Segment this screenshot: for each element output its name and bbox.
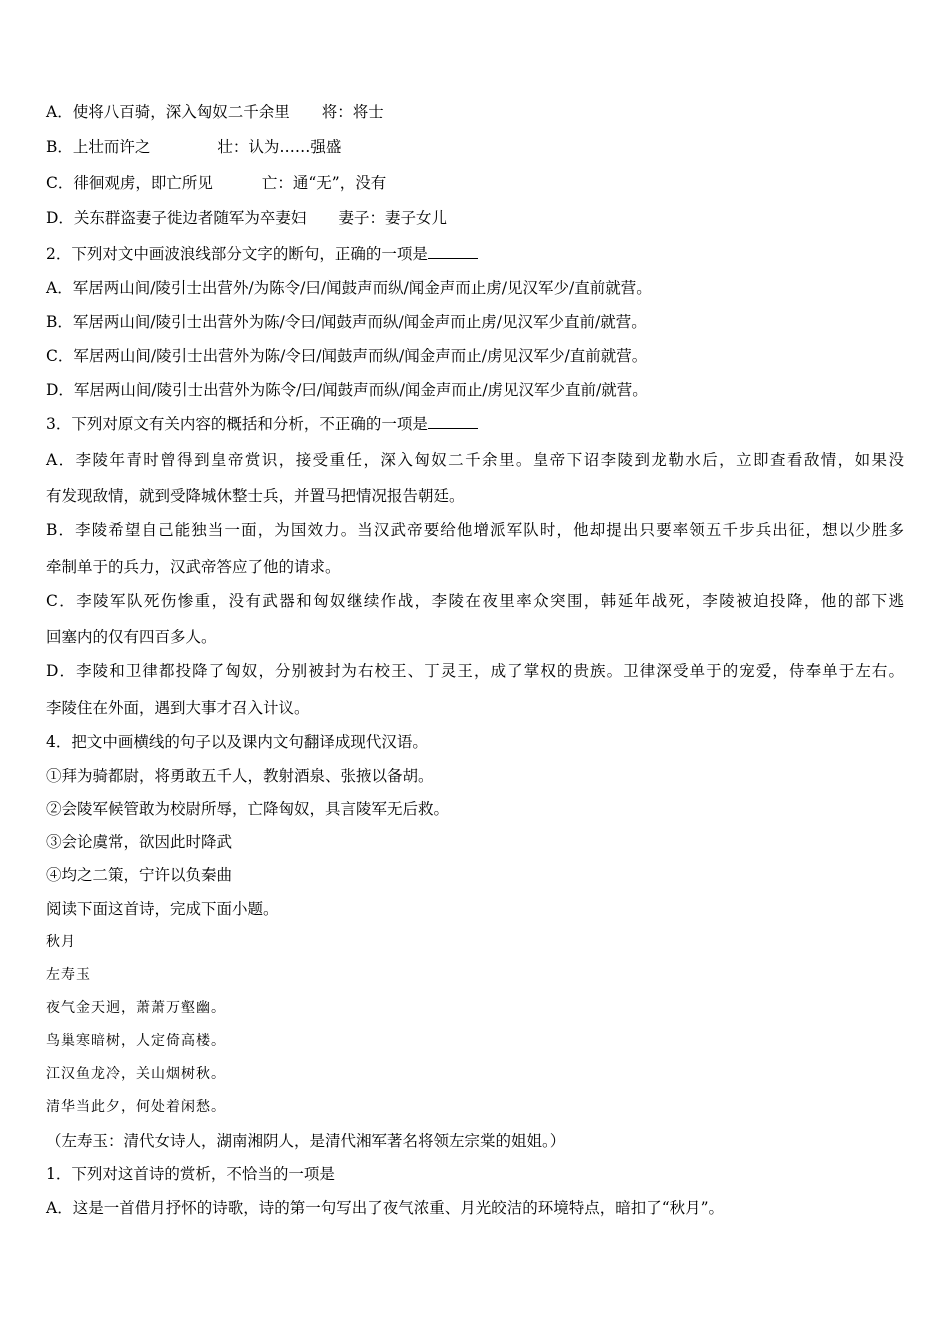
poem-q1-option-a: A．这是一首借月抒怀的诗歌，诗的第一句写出了夜气浓重、月光皎洁的环境特点，暗扣了“秋月”。 — [46, 1199, 725, 1217]
q2-option-d: D．军居两山间/陵引士出营外为陈令/曰/闻鼓声而纵/闻金声而止/虏见汉军少直前/就营。 — [46, 381, 648, 399]
q3-option-a-line2: 有发现敌情，就到受降城休整士兵，并置马把情况报告朝廷。 — [46, 487, 465, 505]
poem-author: 左寿玉 — [46, 967, 91, 983]
answer-blank — [428, 414, 478, 429]
q3-stem: 3．下列对原文有关内容的概括和分析，不正确的一项是 — [46, 414, 478, 434]
poem-line-1: 夜气金天迥，萧萧万壑幽。 — [46, 1000, 226, 1016]
q4-stem: 4．把文中画横线的句子以及课内文句翻译成现代汉语。 — [46, 733, 428, 751]
q1-option-a: A．使将八百骑，深入匈奴二千余里 将：将士 — [46, 103, 384, 121]
q4-item-1: ①拜为骑都尉，将勇敢五千人，教射酒泉、张掖以备胡。 — [46, 767, 434, 785]
q2-option-b: B．军居两山间/陵引士出营外为陈/令曰/闻鼓声而纵/闻金声而止虏/见汉军少直前/就营。 — [46, 313, 647, 331]
q4-item-2: ②会陵军候管敢为校尉所辱，亡降匈奴，具言陵军无后救。 — [46, 800, 450, 818]
poem-line-4: 清华当此夕，何处着闲愁。 — [46, 1099, 226, 1115]
poem-line-2: 鸟巢寒暗树，人定倚高楼。 — [46, 1033, 226, 1049]
q4-item-4: ④均之二策，宁许以负秦曲 — [46, 866, 233, 884]
q4-item-3: ③会论虞常，欲因此时降武 — [46, 833, 233, 851]
q1-option-d: D．关东群盗妻子徙边者随军为卒妻妇 妻子：妻子女儿 — [46, 209, 447, 227]
q3-option-d-line1: D．李陵和卫律都投降了匈奴，分别被封为右校王、丁灵王，成了掌权的贵族。卫律深受单于的宠爱，侍奉单于左右。 — [46, 662, 904, 680]
q1-option-b: B．上壮而许之 壮：认为……强盛 — [46, 138, 342, 156]
poem-q1-stem: 1．下列对这首诗的赏析，不恰当的一项是 — [46, 1165, 335, 1183]
q3-option-b-line1: B．李陵希望自己能独当一面，为国效力。当汉武帝要给他增派军队时，他却提出只要率领五千步兵出征，想以少胜多 — [46, 521, 904, 539]
q3-option-c-line1: C．李陵军队死伤惨重，没有武器和匈奴继续作战，李陵在夜里率众突围，韩延年战死，李陵被迫投降，他的部下逃 — [46, 592, 904, 610]
answer-blank — [428, 244, 478, 259]
q3-option-a-line1: A．李陵年青时曾得到皇帝赏识，接受重任，深入匈奴二千余里。皇帝下诏李陵到龙勒水后，立即查看敌情，如果没 — [46, 451, 904, 469]
poem-note: （左寿玉：清代女诗人，湖南湘阴人，是清代湘军著名将领左宗棠的姐姐。） — [46, 1132, 566, 1150]
poem-title: 秋月 — [46, 934, 76, 950]
q2-option-a: A．军居两山间/陵引士出营外/为陈令/曰/闻鼓声而纵/闻金声而止虏/见汉军少/直前就营。 — [46, 279, 652, 297]
q3-option-b-line2: 牵制单于的兵力，汉武帝答应了他的请求。 — [46, 558, 341, 576]
q2-stem: 2．下列对文中画波浪线部分文字的断句，正确的一项是 — [46, 244, 478, 264]
q2-option-c: C．军居两山间/陵引士出营外为陈/令曰/闻鼓声而纵/闻金声而止/虏见汉军少/直前就营。 — [46, 347, 648, 365]
q3-option-d-line2: 李陵住在外面，遇到大事才召入计议。 — [46, 699, 310, 717]
poem-line-3: 江汉鱼龙冷，关山烟树秋。 — [46, 1066, 226, 1082]
q3-option-c-line2: 回塞内的仅有四百多人。 — [46, 628, 217, 646]
q1-option-c: C．徘徊观虏，即亡所见 亡：通“无”，没有 — [46, 174, 387, 192]
poem-intro: 阅读下面这首诗，完成下面小题。 — [46, 900, 279, 918]
